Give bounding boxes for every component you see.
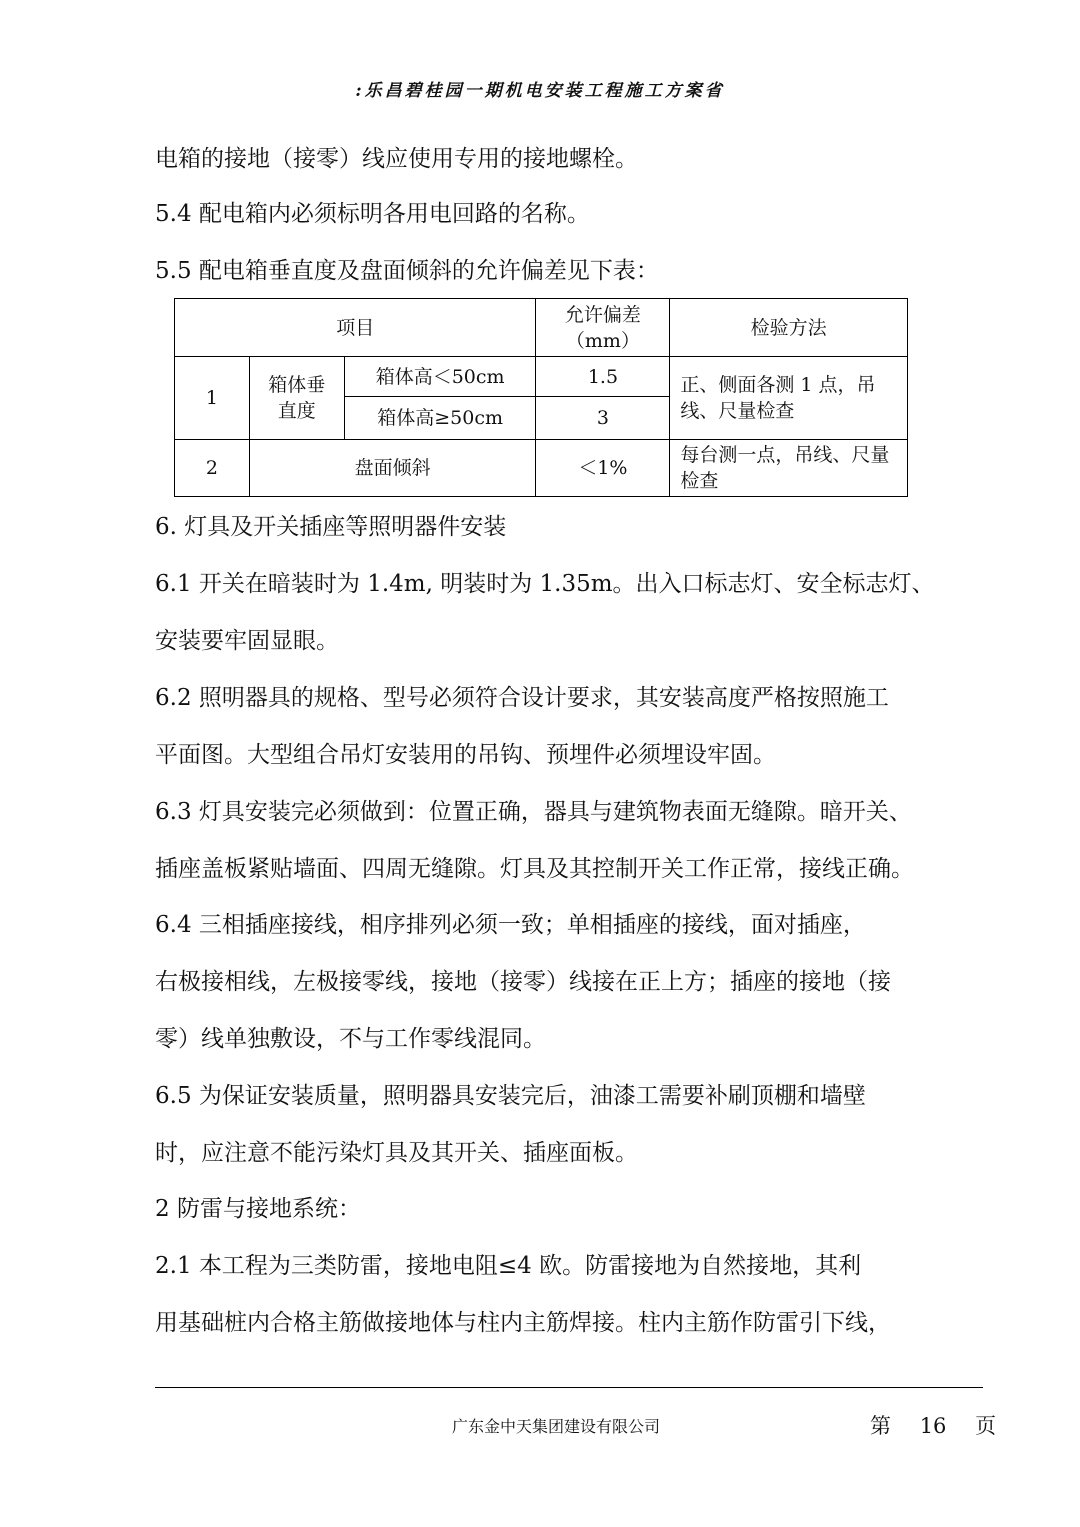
body-paragraph: 安装要牢固显眼。: [155, 628, 339, 654]
page-number-value: 16: [919, 1414, 947, 1438]
table-cell-condition: 箱体高＜50cm: [344, 357, 536, 397]
table-cell-tolerance: 1.5: [536, 357, 670, 397]
table-cell-item: 箱体垂 直度: [249, 357, 344, 440]
table-cell-method: 每台测一点，吊线、尺量检查: [670, 440, 908, 497]
table-cell-no: 1: [175, 357, 250, 440]
page-header: :乐昌碧桂园一期机电安装工程施工方案省: [355, 81, 725, 101]
body-paragraph: 零）线单独敷设，不与工作零线混同。: [155, 1026, 546, 1052]
body-paragraph: 5.5 配电箱垂直度及盘面倾斜的允许偏差见下表：: [155, 258, 659, 284]
table-cell-condition: 箱体高≥50cm: [344, 397, 536, 440]
table-cell-no: 2: [175, 440, 250, 497]
body-paragraph: 电箱的接地（接零）线应使用专用的接地螺栓。: [155, 146, 638, 172]
footer-company: 广东金中天集团建设有限公司: [452, 1417, 661, 1436]
table-cell-item: 盘面倾斜: [249, 440, 536, 497]
body-paragraph: 时，应注意不能污染灯具及其开关、插座面板。: [155, 1140, 638, 1166]
tolerance-table: [174, 298, 908, 497]
table-header-item: 项目: [175, 299, 536, 357]
table-header-method: 检验方法: [670, 299, 908, 357]
body-paragraph: 6.4 三相插座接线，相序排列必须一致；单相插座的接线，面对插座，: [155, 912, 866, 938]
body-paragraph: 2.1 本工程为三类防雷，接地电阻≤4 欧。防雷接地为自然接地，其利: [155, 1253, 862, 1279]
page-prefix: 第: [870, 1414, 891, 1438]
table-header-tolerance: 允许偏差 （mm）: [536, 299, 670, 357]
body-paragraph: 6.1 开关在暗装时为 1.4m, 明装时为 1.35m。出入口标志灯、安全标志灯、: [155, 571, 935, 597]
body-paragraph: 用基础桩内合格主筋做接地体与柱内主筋焊接。柱内主筋作防雷引下线，: [155, 1310, 891, 1336]
table-cell-tolerance: ＜1%: [536, 440, 670, 497]
section-heading: 2 防雷与接地系统：: [155, 1196, 361, 1222]
body-paragraph: 5.4 配电箱内必须标明各用电回路的名称。: [155, 201, 590, 227]
body-paragraph: 平面图。大型组合吊灯安装用的吊钩、预埋件必须埋设牢固。: [155, 742, 776, 768]
table-cell-tolerance: 3: [536, 397, 670, 440]
body-paragraph: 6.5 为保证安装质量，照明器具安装完后，油漆工需要补刷顶棚和墙壁: [155, 1083, 866, 1109]
body-paragraph: 插座盖板紧贴墙面、四周无缝隙。灯具及其控制开关工作正常，接线正确。: [155, 856, 914, 882]
body-paragraph: 右极接相线，左极接零线，接地（接零）线接在正上方；插座的接地（接: [155, 969, 891, 995]
table-cell-method: 正、侧面各测 1 点，吊线、尺量检查: [670, 357, 908, 440]
body-paragraph: 6.3 灯具安装完必须做到：位置正确，器具与建筑物表面无缝隙。暗开关、: [155, 799, 912, 825]
body-paragraph: 6.2 照明器具的规格、型号必须符合设计要求，其安装高度严格按照施工: [155, 685, 889, 711]
section-heading: 6. 灯具及开关插座等照明器件安装: [155, 514, 507, 540]
page-number: [870, 1410, 996, 1440]
page-suffix: 页: [975, 1414, 997, 1438]
footer-divider: [155, 1387, 983, 1388]
